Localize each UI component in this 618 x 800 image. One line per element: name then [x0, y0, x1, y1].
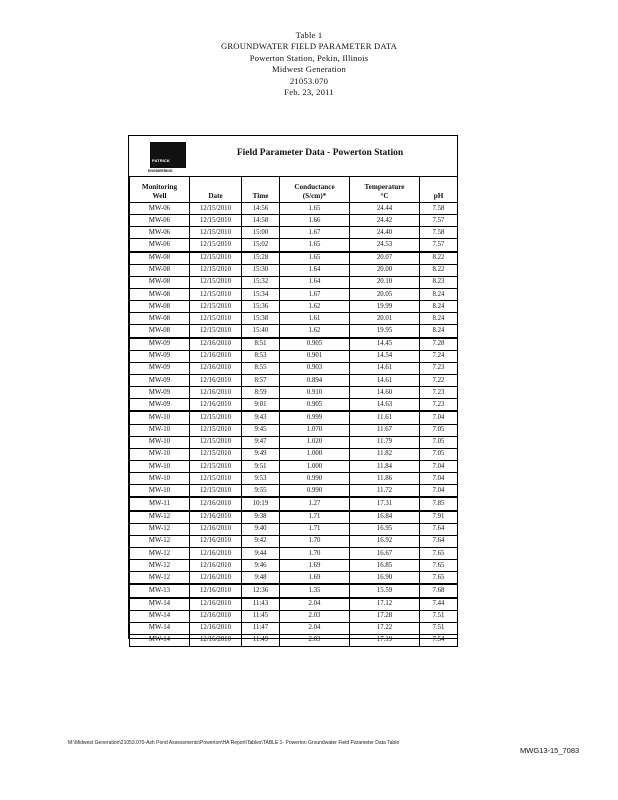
cell-date: 12/16/2010 — [190, 547, 242, 559]
cell-temperature: 14.60 — [350, 387, 420, 399]
table-row — [130, 338, 458, 351]
cell-date: 12/15/2010 — [190, 203, 242, 215]
cell-date: 12/15/2010 — [190, 288, 242, 300]
cell-well: MW-06 — [130, 203, 190, 215]
cell-conductance: 1.70 — [280, 535, 350, 547]
cell-ph: 7.58 — [420, 227, 458, 239]
cell-date: 12/15/2010 — [190, 252, 242, 265]
cell-date: 12/16/2010 — [190, 634, 242, 646]
cell-date: 12/15/2010 — [190, 460, 242, 472]
cell-well: MW-10 — [130, 473, 190, 485]
cell-conductance: 1.65 — [280, 252, 350, 265]
cell-date: 12/16/2010 — [190, 374, 242, 386]
cell-time: 12:36 — [242, 584, 280, 597]
cell-time: 8:57 — [242, 374, 280, 386]
cell-conductance: 1.000 — [280, 448, 350, 460]
cell-temperature: 17.28 — [350, 610, 420, 622]
cell-temperature: 20.01 — [350, 313, 420, 325]
table-row — [130, 572, 458, 585]
cell-conductance: 1.35 — [280, 584, 350, 597]
cell-time: 10:19 — [242, 497, 280, 510]
cell-well: MW-09 — [130, 387, 190, 399]
cell-time: 9:51 — [242, 460, 280, 472]
table-row — [130, 535, 458, 547]
table-row — [130, 288, 458, 300]
cell-temperature: 20.05 — [350, 288, 420, 300]
cell-date: 12/15/2010 — [190, 227, 242, 239]
cell-conductance: 1.27 — [280, 497, 350, 510]
table-row — [130, 622, 458, 634]
cell-conductance: 1.66 — [280, 215, 350, 227]
table-body — [130, 203, 458, 647]
cell-time: 9:46 — [242, 560, 280, 572]
cell-ph: 7.64 — [420, 523, 458, 535]
cell-ph: 7.44 — [420, 598, 458, 611]
cell-ph: 7.57 — [420, 215, 458, 227]
cell-time: 8:55 — [242, 362, 280, 374]
logo-tagline: ENGINEERING — [148, 169, 173, 173]
cell-temperature: 20.10 — [350, 276, 420, 288]
cell-time: 9:55 — [242, 485, 280, 498]
cell-date: 12/15/2010 — [190, 264, 242, 276]
table-title: Field Parameter Data - Powerton Station — [236, 148, 404, 158]
cell-ph: 8.24 — [420, 288, 458, 300]
cell-conductance: 1.69 — [280, 572, 350, 585]
cell-ph: 7.23 — [420, 387, 458, 399]
table-row — [130, 473, 458, 485]
cell-ph: 7.51 — [420, 622, 458, 634]
table-row — [130, 598, 458, 611]
table-label: Table 1 — [295, 30, 323, 40]
cell-time: 15:38 — [242, 313, 280, 325]
cell-date: 12/15/2010 — [190, 276, 242, 288]
col-header-temperature: Temperature °C — [350, 177, 420, 203]
cell-conductance: 0.999 — [280, 411, 350, 424]
table-row — [130, 350, 458, 362]
cell-ph: 7.57 — [420, 239, 458, 252]
cell-conductance: 0.901 — [280, 350, 350, 362]
cell-date: 12/16/2010 — [190, 560, 242, 572]
cell-well: MW-12 — [130, 547, 190, 559]
cell-conductance: 1.69 — [280, 560, 350, 572]
cell-temperature: 11.72 — [350, 485, 420, 498]
cell-well: MW-10 — [130, 448, 190, 460]
cell-ph: 7.54 — [420, 634, 458, 646]
logo-name: PATRICK — [152, 158, 170, 163]
table-row — [130, 325, 458, 338]
cell-temperature: 11.61 — [350, 411, 420, 424]
cell-well: MW-10 — [130, 424, 190, 436]
cell-ph: 8.24 — [420, 301, 458, 313]
cell-ph: 8.22 — [420, 252, 458, 265]
cell-date: 12/16/2010 — [190, 338, 242, 351]
table-row — [130, 239, 458, 252]
col-header-date: Date — [190, 177, 242, 203]
cell-date: 12/16/2010 — [190, 572, 242, 585]
table-row — [130, 511, 458, 524]
cell-temperature: 16.67 — [350, 547, 420, 559]
cell-ph: 7.28 — [420, 338, 458, 351]
cell-ph: 7.51 — [420, 610, 458, 622]
table-row — [130, 399, 458, 412]
cell-date: 12/15/2010 — [190, 239, 242, 252]
cell-conductance: 0.903 — [280, 362, 350, 374]
table-row — [130, 264, 458, 276]
cell-ph: 7.65 — [420, 547, 458, 559]
file-path-footer: M:\Midwest Generation\21053.070-Ash Pond Assessments\Powerton\HA Report\Tables\TABLE 1- Powerton Groundwater Field Parameter Data Table — [68, 740, 400, 746]
cell-date: 12/15/2010 — [190, 485, 242, 498]
cell-conductance: 1.64 — [280, 276, 350, 288]
cell-time: 14:56 — [242, 203, 280, 215]
cell-ph: 7.05 — [420, 448, 458, 460]
cell-conductance: 1.62 — [280, 325, 350, 338]
cell-well: MW-06 — [130, 227, 190, 239]
cell-conductance: 1.64 — [280, 264, 350, 276]
cell-time: 9:47 — [242, 436, 280, 448]
field-parameter-table — [129, 176, 458, 647]
cell-well: MW-12 — [130, 572, 190, 585]
cell-temperature: 16.92 — [350, 535, 420, 547]
cell-ph: 7.04 — [420, 411, 458, 424]
table-row — [130, 523, 458, 535]
col-header-ph: pH — [420, 177, 458, 203]
table-row — [130, 387, 458, 399]
cell-conductance: 2.04 — [280, 598, 350, 611]
cell-temperature: 19.99 — [350, 301, 420, 313]
cell-well: MW-10 — [130, 411, 190, 424]
cell-conductance: 1.67 — [280, 227, 350, 239]
cell-well: MW-09 — [130, 399, 190, 412]
cell-temperature: 16.85 — [350, 560, 420, 572]
cell-temperature: 16.84 — [350, 511, 420, 524]
cell-ph: 8.24 — [420, 325, 458, 338]
table-row — [130, 584, 458, 597]
col-header-conductance: Conductance (S/cm)* — [280, 177, 350, 203]
cell-date: 12/15/2010 — [190, 215, 242, 227]
cell-ph: 7.68 — [420, 584, 458, 597]
table-row — [130, 276, 458, 288]
cell-time: 9:42 — [242, 535, 280, 547]
cell-ph: 7.23 — [420, 399, 458, 412]
cell-date: 12/15/2010 — [190, 411, 242, 424]
table-row — [130, 547, 458, 559]
cell-temperature: 15.59 — [350, 584, 420, 597]
cell-temperature: 24.53 — [350, 239, 420, 252]
cell-conductance: 1.71 — [280, 523, 350, 535]
cell-well: MW-12 — [130, 535, 190, 547]
cell-time: 15:02 — [242, 239, 280, 252]
cell-well: MW-09 — [130, 362, 190, 374]
cell-ph: 7.04 — [420, 485, 458, 498]
table-row — [130, 485, 458, 498]
cell-temperature: 19.95 — [350, 325, 420, 338]
cell-date: 12/16/2010 — [190, 535, 242, 547]
cell-ph: 7.65 — [420, 572, 458, 585]
project-number: 21053.070 — [289, 75, 329, 86]
cell-date: 12/16/2010 — [190, 511, 242, 524]
report-title: GROUNDWATER FIELD PARAMETER DATA — [220, 41, 398, 52]
cell-well: MW-14 — [130, 622, 190, 634]
table-row — [130, 362, 458, 374]
cell-temperature: 17.12 — [350, 598, 420, 611]
cell-ph: 8.22 — [420, 264, 458, 276]
cell-date: 12/15/2010 — [190, 473, 242, 485]
cell-date: 12/15/2010 — [190, 448, 242, 460]
cell-time: 15:34 — [242, 288, 280, 300]
cell-time: 15:00 — [242, 227, 280, 239]
table-row — [130, 411, 458, 424]
cell-temperature: 11.86 — [350, 473, 420, 485]
cell-conductance: 1.70 — [280, 547, 350, 559]
company-logo — [150, 142, 186, 168]
site-name: Powerton Station, Pekin, Illinois — [249, 52, 369, 63]
cell-well: MW-14 — [130, 634, 190, 646]
cell-conductance: 1.65 — [280, 239, 350, 252]
table-row — [130, 203, 458, 215]
cell-ph: 8.23 — [420, 276, 458, 288]
cell-time: 15:36 — [242, 301, 280, 313]
cell-conductance: 0.910 — [280, 387, 350, 399]
cell-well: MW-12 — [130, 560, 190, 572]
table-row — [130, 374, 458, 386]
client-name: Midwest Generation — [271, 64, 346, 75]
cell-conductance: 1.62 — [280, 301, 350, 313]
cell-temperature: 24.42 — [350, 215, 420, 227]
cell-well: MW-06 — [130, 239, 190, 252]
cell-conductance: 0.990 — [280, 485, 350, 498]
cell-conductance: 0.905 — [280, 399, 350, 412]
cell-conductance: 1.070 — [280, 424, 350, 436]
cell-time: 15:30 — [242, 264, 280, 276]
cell-time: 11:49 — [242, 634, 280, 646]
cell-ph: 7.23 — [420, 362, 458, 374]
col-header-time: Time — [242, 177, 280, 203]
cell-well: MW-10 — [130, 460, 190, 472]
cell-temperature: 17.31 — [350, 497, 420, 510]
cell-date: 12/16/2010 — [190, 350, 242, 362]
cell-well: MW-06 — [130, 215, 190, 227]
cell-date: 12/15/2010 — [190, 424, 242, 436]
cell-well: MW-11 — [130, 497, 190, 510]
cell-ph: 7.04 — [420, 460, 458, 472]
cell-temperature: 11.82 — [350, 448, 420, 460]
cell-well: MW-08 — [130, 325, 190, 338]
cell-ph: 7.05 — [420, 424, 458, 436]
cell-ph: 7.91 — [420, 511, 458, 524]
cell-time: 9:48 — [242, 572, 280, 585]
cell-well: MW-14 — [130, 598, 190, 611]
cell-ph: 7.04 — [420, 473, 458, 485]
cell-time: 15:40 — [242, 325, 280, 338]
cell-time: 15:32 — [242, 276, 280, 288]
cell-well: MW-09 — [130, 350, 190, 362]
table-row — [130, 634, 458, 646]
table-row — [130, 448, 458, 460]
cell-ph: 7.58 — [420, 203, 458, 215]
cell-conductance: 2.04 — [280, 622, 350, 634]
col-header-well: Monitoring Well — [130, 177, 190, 203]
cell-time: 8:51 — [242, 338, 280, 351]
table-row — [130, 436, 458, 448]
cell-conductance: 0.990 — [280, 473, 350, 485]
report-date: Feb. 23, 2011 — [284, 87, 334, 98]
cell-well: MW-08 — [130, 276, 190, 288]
table-row — [130, 424, 458, 436]
cell-time: 11:43 — [242, 598, 280, 611]
cell-time: 9:44 — [242, 547, 280, 559]
cell-conductance: 0.894 — [280, 374, 350, 386]
document-id: MWG13-15_7083 — [520, 746, 580, 755]
table-row — [130, 215, 458, 227]
cell-temperature: 11.67 — [350, 424, 420, 436]
cell-time: 9:53 — [242, 473, 280, 485]
cell-ph: 7.65 — [420, 560, 458, 572]
cell-date: 12/16/2010 — [190, 610, 242, 622]
cell-temperature: 16.95 — [350, 523, 420, 535]
cell-conductance: 1.65 — [280, 203, 350, 215]
cell-well: MW-13 — [130, 584, 190, 597]
cell-temperature: 11.79 — [350, 436, 420, 448]
cell-conductance: 1.67 — [280, 288, 350, 300]
cell-date: 12/16/2010 — [190, 399, 242, 412]
table-row — [130, 460, 458, 472]
page-header — [0, 30, 618, 98]
cell-date: 12/15/2010 — [190, 325, 242, 338]
cell-temperature: 16.90 — [350, 572, 420, 585]
cell-time: 15:28 — [242, 252, 280, 265]
cell-date: 12/15/2010 — [190, 436, 242, 448]
cell-temperature: 24.44 — [350, 203, 420, 215]
table-row — [130, 313, 458, 325]
table-row — [130, 497, 458, 510]
cell-conductance: 1.020 — [280, 436, 350, 448]
table-header-row — [130, 177, 458, 203]
cell-time: 8:59 — [242, 387, 280, 399]
cell-well: MW-08 — [130, 252, 190, 265]
cell-conductance: 1.000 — [280, 460, 350, 472]
cell-conductance: 1.61 — [280, 313, 350, 325]
cell-time: 11:45 — [242, 610, 280, 622]
cell-date: 12/16/2010 — [190, 497, 242, 510]
cell-date: 12/15/2010 — [190, 301, 242, 313]
cell-ph: 7.64 — [420, 535, 458, 547]
cell-well: MW-09 — [130, 338, 190, 351]
cell-well: MW-08 — [130, 288, 190, 300]
cell-temperature: 14.54 — [350, 350, 420, 362]
cell-ph: 7.24 — [420, 350, 458, 362]
cell-temperature: 14.63 — [350, 399, 420, 412]
cell-time: 9:38 — [242, 511, 280, 524]
cell-ph: 8.24 — [420, 313, 458, 325]
cell-conductance: 1.71 — [280, 511, 350, 524]
cell-time: 9:40 — [242, 523, 280, 535]
cell-well: MW-08 — [130, 264, 190, 276]
cell-temperature: 17.19 — [350, 634, 420, 646]
cell-temperature: 11.84 — [350, 460, 420, 472]
cell-time: 9:45 — [242, 424, 280, 436]
cell-temperature: 17.22 — [350, 622, 420, 634]
cell-date: 12/16/2010 — [190, 584, 242, 597]
cell-well: MW-14 — [130, 610, 190, 622]
table-row — [130, 227, 458, 239]
cell-time: 9:49 — [242, 448, 280, 460]
cell-temperature: 14.61 — [350, 362, 420, 374]
cell-temperature: 20.07 — [350, 252, 420, 265]
cell-well: MW-12 — [130, 511, 190, 524]
cell-well: MW-08 — [130, 313, 190, 325]
cell-temperature: 20.00 — [350, 264, 420, 276]
cell-date: 12/16/2010 — [190, 362, 242, 374]
cell-conductance: 0.905 — [280, 338, 350, 351]
cell-date: 12/16/2010 — [190, 523, 242, 535]
cell-time: 9:01 — [242, 399, 280, 412]
cell-conductance: 2.03 — [280, 610, 350, 622]
cell-temperature: 14.61 — [350, 374, 420, 386]
cell-well: MW-12 — [130, 523, 190, 535]
cell-time: 11:47 — [242, 622, 280, 634]
cell-temperature: 24.40 — [350, 227, 420, 239]
table-row — [130, 610, 458, 622]
cell-time: 9:43 — [242, 411, 280, 424]
table-row — [130, 252, 458, 265]
cell-ph: 7.22 — [420, 374, 458, 386]
cell-well: MW-09 — [130, 374, 190, 386]
cell-well: MW-08 — [130, 301, 190, 313]
cell-time: 8:53 — [242, 350, 280, 362]
cell-ph: 7.85 — [420, 497, 458, 510]
cell-conductance: 2.03 — [280, 634, 350, 646]
table-row — [130, 301, 458, 313]
cell-date: 12/16/2010 — [190, 387, 242, 399]
cell-time: 14:58 — [242, 215, 280, 227]
cell-well: MW-10 — [130, 436, 190, 448]
cell-ph: 7.05 — [420, 436, 458, 448]
cell-date: 12/16/2010 — [190, 622, 242, 634]
cell-date: 12/15/2010 — [190, 313, 242, 325]
cell-temperature: 14.45 — [350, 338, 420, 351]
cell-date: 12/16/2010 — [190, 598, 242, 611]
cell-well: MW-10 — [130, 485, 190, 498]
table-row — [130, 560, 458, 572]
